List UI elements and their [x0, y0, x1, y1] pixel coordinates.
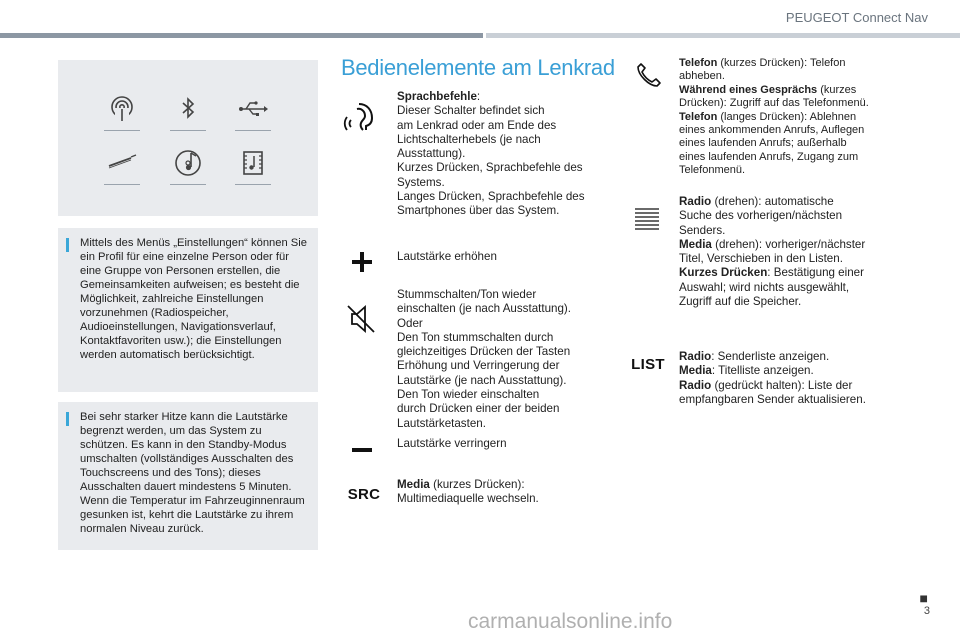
aux-jack-icon: [105, 146, 139, 180]
mute-text: Stummschalten/Ton wieder einschalten (je nach Ausstattung). Oder Den Ton stummschalten durch gleichzeitiges Drücken der Tasten Erhöhung und Verringerung der Lautstärke (je nach Ausstattung). Den Ton wieder einschalten durch Drücken einer der beiden Lautstärketasten.: [397, 288, 572, 430]
top-rule-right: [486, 33, 960, 38]
bluetooth-icon: [171, 92, 205, 126]
header-title: PEUGEOT Connect Nav: [785, 10, 928, 25]
list-title-2: Media: [679, 364, 712, 378]
src-text: [397, 478, 612, 507]
phone-desc-1: (kurzes Drücken): Telefon abheben.: [679, 57, 846, 83]
list-button-label: LIST: [631, 355, 665, 373]
volume-down-text: Lautstärke verringern: [397, 437, 507, 450]
thumbwheel-icon: [633, 206, 661, 232]
cd-music-icon: [171, 146, 205, 180]
plus-icon: [350, 250, 374, 274]
video-music-icon: [236, 146, 270, 180]
voice-command-text: [397, 90, 612, 219]
phone-title-1: Telefon: [679, 57, 718, 69]
section-title: Bedienelemente am Lenkrad: [341, 55, 615, 80]
list-text: [679, 350, 899, 407]
source-icons-panel: [58, 60, 318, 216]
watermark: carmanualsonline.info: [468, 610, 673, 633]
wheel-desc-1: (drehen): automatische Suche des vorherigen/nächsten Senders.: [679, 195, 843, 237]
page-number: 3: [923, 605, 930, 617]
src-title: Media: [397, 478, 430, 491]
wheel-title-3: Kurzes Drücken: [679, 266, 768, 280]
thumbwheel-text: [679, 195, 899, 309]
usb-icon: [236, 92, 270, 126]
note-heat-text: Bei sehr starker Hitze kann die Lautstärke begrenzt werden, um das System zu schützen. Es kann in den Standby-Modus umschalten (vollständiges Ausschalten des Touchscreens und des Tons); dieses Ausschalten dauert mindestens 5 Minuten. Wenn die Temperatur im Fahrzeuginnenraum gesunken ist, kehrt die Lautstärke zu ihrem normalen Niveau zurück.: [80, 411, 305, 535]
list-desc-1: : Senderliste anzeigen.: [711, 350, 830, 363]
info-marker: [66, 238, 69, 252]
list-title-1: Radio: [679, 350, 712, 363]
voice-command-desc: : Dieser Schalter befindet sich am Lenkrad oder am Ende des Lichtschalterhebels (je nach Ausstattung). Kurzes Drücken, Sprachbefehle des Systems. Langes Drücken, Sprachbefehle des Smartphones über das System.: [397, 90, 585, 218]
minus-icon: [350, 442, 374, 458]
voice-command-icon: [342, 98, 382, 134]
phone-title-2: Während eines Gesprächs: [679, 83, 818, 96]
list-desc-2: : Titelliste anzeigen.: [711, 364, 814, 378]
wheel-desc-2: (drehen): vorheriger/nächster Titel, Verschieben in den Listen.: [679, 237, 866, 266]
phone-text: [679, 57, 899, 178]
src-desc: (kurzes Drücken): Multimediaquelle wechseln.: [397, 478, 539, 506]
note-profiles-text: Mittels des Menüs „Einstellungen“ können Sie ein Profil für eine einzelne Person oder für eine Gruppe von Personen erstellen, die Gemeinsamkeiten aufweisen; es besteht die Möglichkeit, zahlreiche Einstellungen vorzunehmen (Radiospeicher, Audioeinstellungen, Navigationsverlauf, Kontaktfavoriten usw.); die Einstellungen werden automatisch berücksichtigt.: [80, 237, 307, 361]
list-desc-3: (gedrückt halten): Liste der empfangbaren Sender aktualisieren.: [679, 378, 866, 406]
top-rule-left: [0, 33, 483, 38]
list-title-3: Radio: [679, 378, 712, 392]
wheel-desc-3: : Bestätigung einer Auswahl; wird nichts ausgewählt, Zugriff auf die Speicher.: [679, 266, 864, 309]
wheel-title-2: Media: [679, 237, 712, 251]
phone-icon: [634, 60, 664, 90]
voice-command-title: Sprachbefehle: [397, 90, 477, 103]
volume-up-text: Lautstärke erhöhen: [397, 250, 497, 263]
wheel-title-1: Radio: [679, 195, 712, 208]
phone-title-3: Telefon: [679, 110, 718, 123]
info-note-heat: [58, 402, 318, 550]
end-of-section-mark: ■: [919, 590, 928, 606]
mute-icon: [344, 302, 378, 336]
info-marker: [66, 412, 69, 426]
info-note-profiles: [58, 228, 318, 392]
phone-desc-3: (langes Drücken): Ablehnen eines ankommenden Anrufs, Auflegen eines laufenden Anrufs; außerhalb eines laufenden Anrufs, Zugang zum Telefonmenü.: [679, 110, 865, 177]
radio-icon: [105, 92, 139, 126]
src-button-label: SRC: [347, 485, 381, 503]
phone-desc-2: (kurzes Drücken): Zugriff auf das Telefonmenü.: [679, 83, 869, 110]
